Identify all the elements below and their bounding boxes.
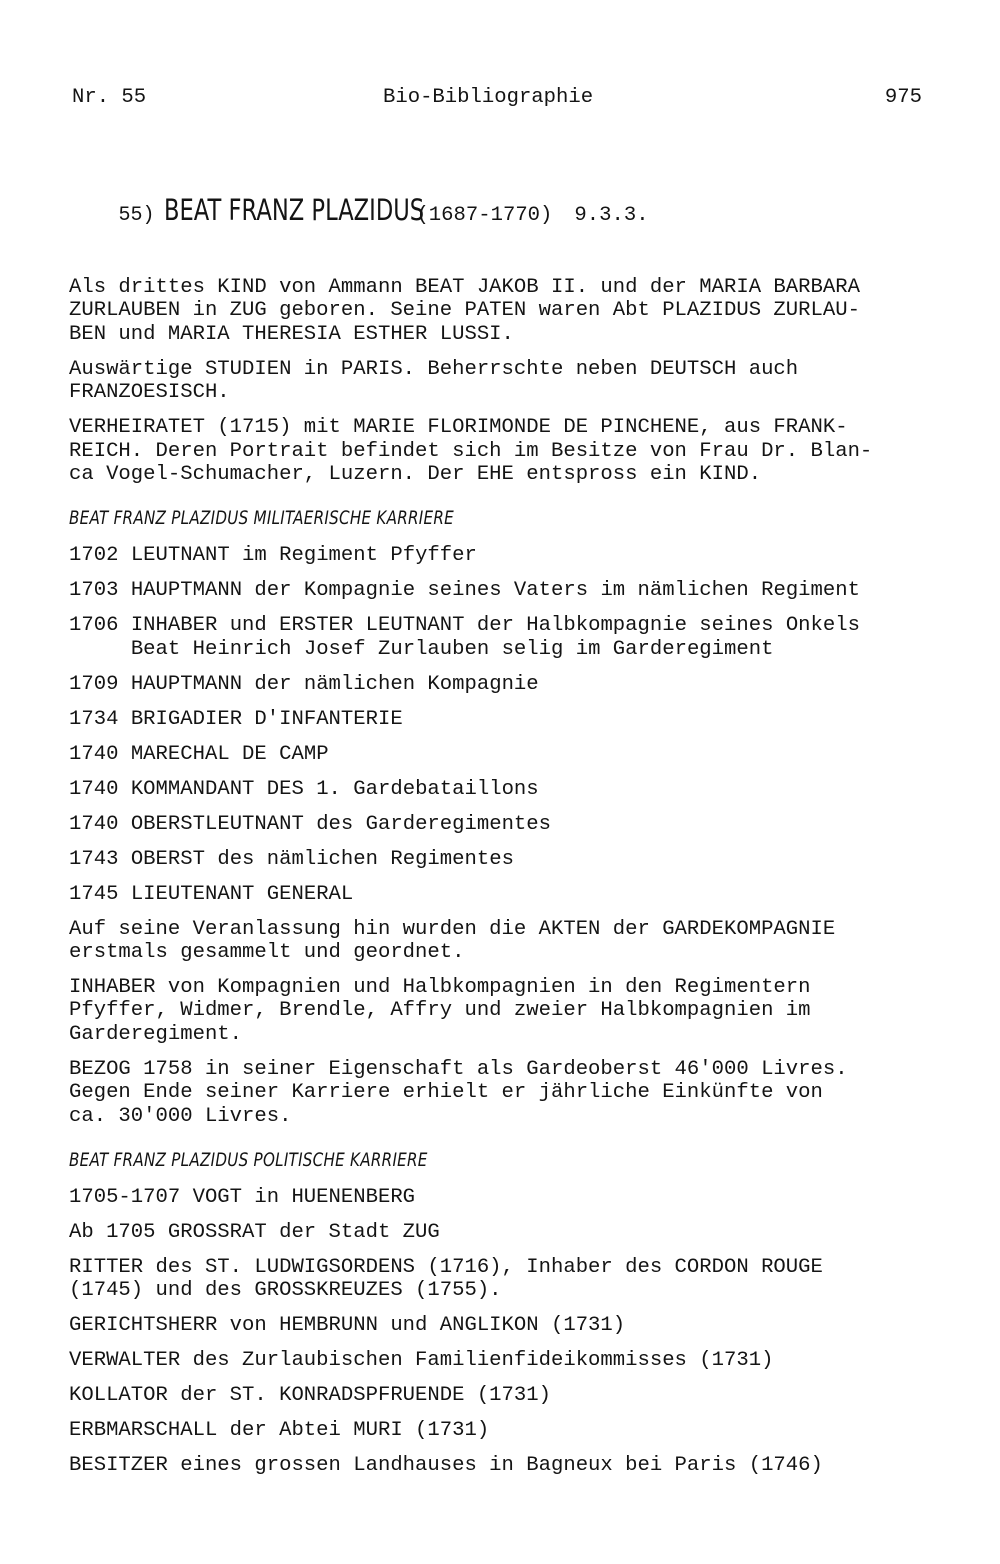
entry-year: 1702 [69,544,119,568]
list-item: 1705-1707 VOGT in HUENENBERG [69,1185,416,1209]
entry-text: HAUPTMANN der nämlichen Kompagnie [130,672,539,696]
political-career-heading: BEAT FRANZ PLAZIDUS POLITISCHE KARRIERE [69,1149,428,1171]
page-number: 975 [884,86,922,109]
list-item: GERICHTSHERR von HEMBRUNN und ANGLIKON (1731) [69,1314,626,1338]
title-number: 55) [118,204,155,227]
page-body [69,156,949,1489]
entry-year: 1740 [69,777,119,801]
military-note-records: Auf seine Veranlassung hin wurden die AKTEN der GARDEKOMPAGNIE erstmals gesammelt und geordnet. [69,917,836,964]
entry-text: LIEUTENANT GENERAL [130,882,354,906]
life-years: (1687-1770) [416,204,553,227]
entry-text: MARECHAL DE CAMP [130,742,329,766]
entry-text: BRIGADIER D'INFANTERIE [130,707,403,731]
military-note-income: BEZOG 1758 in seiner Eigenschaft als Gardeoberst 46'000 Livres. Gegen Ende seiner Karriere erhielt er jährliche Einkünfte von ca. 30'000 Livres. [69,1058,848,1128]
entry-year: 1709 [69,672,119,696]
entry-year: 1703 [69,579,119,603]
entry-year: 1743 [69,847,119,871]
entry-title [69,156,949,270]
list-item [69,544,949,567]
page-header [72,86,922,112]
entry-number: Nr. 55 [72,86,147,109]
person-name: BEAT FRANZ PLAZIDUS [164,193,425,227]
list-item [69,848,949,871]
list-item: BESITZER eines grossen Landhauses in Bagneux bei Paris (1746) [69,1454,823,1478]
military-note-companies: INHABER von Kompagnien und Halbkompagnien in den Regimentern Pfyffer, Widmer, Brendle, Affry und zweier Halbkompagnien im Garderegiment. [69,976,811,1046]
entry-year: 1745 [69,882,119,906]
list-item [69,813,949,836]
list-item [69,778,949,801]
entry-text: OBERSTLEUTNANT des Garderegimentes [130,812,552,836]
list-item [69,708,949,731]
entry-text: OBERST des nämlichen Regimentes [130,847,514,871]
intro-paragraph-studies: Auswärtige STUDIEN in PARIS. Beherrschte neben DEUTSCH auch FRANZOESISCH. [69,357,799,405]
list-item [69,614,949,661]
military-career-heading: BEAT FRANZ PLAZIDUS MILITAERISCHE KARRIERE [69,508,454,530]
list-item [69,579,949,602]
list-item [69,673,949,696]
genealogy-code: 9.3.3. [574,204,649,227]
list-item: Ab 1705 GROSSRAT der Stadt ZUG [69,1220,440,1244]
list-item: ERBMARSCHALL der Abtei MURI (1731) [69,1419,490,1443]
list-item [69,883,949,906]
list-item: RITTER des ST. LUDWIGSORDENS (1716), Inhaber des CORDON ROUGE (1745) und des GROSSKREUZES (1755). [69,1255,823,1303]
intro-paragraph-birth: Als drittes KIND von Ammann BEAT JAKOB II. und der MARIA BARBARA ZURLAUBEN in ZUG geboren. Seine PATEN waren Abt PLAZIDUS ZURLAU- BEN und MARIA THERESIA ESTHER LUSSI. [69,276,860,346]
entry-year: 1740 [69,742,119,766]
intro-paragraph-marriage: VERHEIRATET (1715) mit MARIE FLORIMONDE DE PINCHENE, aus FRANK- REICH. Deren Portrait befindet sich im Besitze von Frau Dr. Blan- ca Vogel-Schumacher, Luzern. Der EHE entspross ein KIND. [69,416,873,487]
entry-year: 1740 [69,812,119,836]
list-item: KOLLATOR der ST. KONRADSPFRUENDE (1731) [69,1384,551,1408]
list-item [69,743,949,766]
entry-text: LEUTNANT im Regiment Pfyffer [130,544,477,568]
entry-year: 1734 [69,707,119,731]
running-title: Bio-Bibliographie [383,86,594,109]
entry-text: INHABER und ERSTER LEUTNANT der Halbkompagnie seines Onkels Beat Heinrich Josef Zurlauben selig im Garderegiment [130,614,860,661]
entry-text: KOMMANDANT DES 1. Gardebataillons [130,777,539,801]
entry-year: 1706 [69,614,119,638]
entry-text: HAUPTMANN der Kompagnie seines Vaters im nämlichen Regiment [130,579,860,603]
list-item: VERWALTER des Zurlaubischen Familienfideikommisses (1731) [69,1349,774,1373]
